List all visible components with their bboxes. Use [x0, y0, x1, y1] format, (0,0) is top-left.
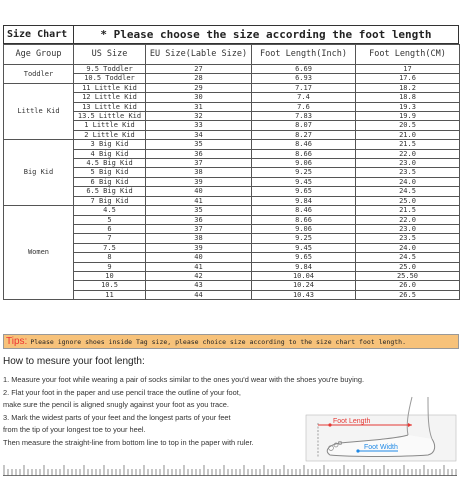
eu-size-cell: 38 [146, 234, 252, 243]
eu-size-cell: 30 [146, 93, 252, 102]
us-size-cell: 9.5 Toddler [74, 65, 146, 74]
us-size-cell: 10.5 [74, 281, 146, 290]
us-size-cell: 10.5 Toddler [74, 74, 146, 83]
us-size-cell: 10 [74, 271, 146, 280]
us-size-cell: 9 [74, 262, 146, 271]
eu-size-cell: 41 [146, 196, 252, 205]
foot-length-inch-cell: 6.93 [252, 74, 356, 83]
eu-size-cell: 33 [146, 121, 252, 130]
instruction-line: from the tip of your longest toe to your heel. [3, 425, 146, 434]
foot-length-inch-cell: 8.66 [252, 149, 356, 158]
instruction-line: 3. Mark the widest parts of your feet and the longest parts of your feet [3, 412, 231, 422]
us-size-cell: 7 [74, 234, 146, 243]
foot-width-label: Foot Width [364, 444, 398, 451]
foot-length-cm-cell: 26.0 [356, 281, 460, 290]
us-size-cell: 1 Little Kid [74, 121, 146, 130]
eu-size-cell: 34 [146, 130, 252, 139]
foot-length-inch-cell: 9.25 [252, 168, 356, 177]
us-size-cell: 6.5 Big Kid [74, 187, 146, 196]
foot-length-inch-cell: 9.84 [252, 196, 356, 205]
us-size-cell: 11 Little Kid [74, 83, 146, 92]
table-row [4, 65, 460, 74]
marker-dot [328, 423, 331, 426]
tips-label: Tips: [6, 336, 28, 347]
foot-length-cm-cell: 21.5 [356, 206, 460, 215]
us-size-cell: 13.5 Little Kid [74, 112, 146, 121]
foot-length-cm-cell: 21.0 [356, 130, 460, 139]
us-size-cell: 13 Little Kid [74, 102, 146, 111]
foot-length-cm-cell: 19.3 [356, 102, 460, 111]
foot-length-inch-cell: 9.06 [252, 159, 356, 168]
eu-size-cell: 39 [146, 177, 252, 186]
ruler-ticks [4, 465, 456, 476]
us-size-cell: 7 Big Kid [74, 196, 146, 205]
us-size-cell: 4.5 [74, 206, 146, 215]
us-size-cell: 11 [74, 290, 146, 299]
us-size-cell: 3 Big Kid [74, 140, 146, 149]
eu-size-cell: 35 [146, 206, 252, 215]
eu-size-cell: 27 [146, 65, 252, 74]
foot-length-cm-cell: 22.0 [356, 149, 460, 158]
column-header: US Size [74, 45, 146, 65]
eu-size-cell: 40 [146, 187, 252, 196]
eu-size-cell: 37 [146, 224, 252, 233]
foot-length-cm-cell: 24.5 [356, 187, 460, 196]
foot-length-cm-cell: 23.5 [356, 234, 460, 243]
foot-length-inch-cell: 6.69 [252, 65, 356, 74]
marker-dot [356, 449, 359, 452]
eu-size-cell: 29 [146, 83, 252, 92]
foot-length-cm-cell: 25.0 [356, 196, 460, 205]
foot-length-inch-cell: 7.4 [252, 93, 356, 102]
column-header: Foot Length(CM) [356, 45, 460, 65]
foot-length-inch-cell: 7.17 [252, 83, 356, 92]
foot-length-inch-cell: 8.46 [252, 206, 356, 215]
column-header: Foot Length(Inch) [252, 45, 356, 65]
foot-length-cm-cell: 17.6 [356, 74, 460, 83]
foot-length-inch-cell: 8.46 [252, 140, 356, 149]
instruction-line: 1. Measure your foot while wearing a pair of socks similar to the ones you'd wear with the shoes you're buying. [3, 375, 365, 384]
foot-length-cm-cell: 25.0 [356, 262, 460, 271]
eu-size-cell: 44 [146, 290, 252, 299]
foot-length-cm-cell: 18.8 [356, 93, 460, 102]
table-row [4, 83, 460, 92]
size-notice: * Please choose the size according the foot length [100, 28, 432, 41]
us-size-cell: 5 Big Kid [74, 168, 146, 177]
eu-size-cell: 39 [146, 243, 252, 252]
table-row [4, 140, 460, 149]
us-size-cell: 12 Little Kid [74, 93, 146, 102]
eu-size-cell: 36 [146, 149, 252, 158]
foot-length-cm-cell: 21.5 [356, 140, 460, 149]
instruction-line: make sure the pencil is aligned snugly against your foot as you trace. [3, 400, 229, 409]
size-chart-title: Size Chart [4, 26, 74, 43]
foot-length-cm-cell: 23.0 [356, 159, 460, 168]
eu-size-cell: 28 [146, 74, 252, 83]
foot-length-inch-cell: 10.43 [252, 290, 356, 299]
instruction-line: 2. Flat your foot in the paper and use pencil trace the outline of your foot, [3, 387, 241, 397]
eu-size-cell: 35 [146, 140, 252, 149]
foot-length-inch-cell: 10.24 [252, 281, 356, 290]
foot-length-cm-cell: 19.9 [356, 112, 460, 121]
tips-text: Please ignore shoes inside Tag size, please choice size according to the size chart foot length. [30, 337, 406, 346]
foot-length-inch-cell: 7.83 [252, 112, 356, 121]
foot-length-inch-cell: 9.06 [252, 224, 356, 233]
eu-size-cell: 40 [146, 253, 252, 262]
foot-length-cm-cell: 24.0 [356, 177, 460, 186]
foot-length-inch-cell: 8.27 [252, 130, 356, 139]
foot-length-cm-cell: 18.2 [356, 83, 460, 92]
foot-length-inch-cell: 10.04 [252, 271, 356, 280]
us-size-cell: 5 [74, 215, 146, 224]
column-header: EU Size(Lable Size) [146, 45, 252, 65]
us-size-cell: 2 Little Kid [74, 130, 146, 139]
eu-size-cell: 31 [146, 102, 252, 111]
us-size-cell: 4.5 Big Kid [74, 159, 146, 168]
us-size-cell: 6 Big Kid [74, 177, 146, 186]
foot-length-inch-cell: 8.07 [252, 121, 356, 130]
foot-length-inch-cell: 9.65 [252, 187, 356, 196]
table-header-row [4, 45, 460, 65]
foot-length-label: Foot Length [333, 418, 371, 425]
eu-size-cell: 32 [146, 112, 252, 121]
foot-length-cm-cell: 17 [356, 65, 460, 74]
foot-length-inch-cell: 9.45 [252, 243, 356, 252]
foot-length-inch-cell: 9.84 [252, 262, 356, 271]
foot-length-cm-cell: 24.0 [356, 243, 460, 252]
foot-length-cm-cell: 23.0 [356, 224, 460, 233]
foot-length-cm-cell: 25.50 [356, 271, 460, 280]
age-group-cell: Big Kid [4, 140, 74, 206]
eu-size-cell: 42 [146, 271, 252, 280]
us-size-cell: 8 [74, 253, 146, 262]
foot-length-cm-cell: 24.5 [356, 253, 460, 262]
ruler [3, 464, 457, 476]
age-group-cell: Toddler [4, 65, 74, 84]
foot-length-cm-cell: 26.5 [356, 290, 460, 299]
us-size-cell: 7.5 [74, 243, 146, 252]
eu-size-cell: 43 [146, 281, 252, 290]
foot-measure-diagram [300, 395, 460, 463]
eu-size-cell: 41 [146, 262, 252, 271]
foot-length-cm-cell: 20.5 [356, 121, 460, 130]
foot-length-inch-cell: 8.66 [252, 215, 356, 224]
age-group-cell: Women [4, 206, 74, 300]
eu-size-cell: 38 [146, 168, 252, 177]
size-chart-header [3, 25, 459, 44]
foot-length-inch-cell: 9.65 [252, 253, 356, 262]
foot-length-cm-cell: 23.5 [356, 168, 460, 177]
instruction-line: Then measure the straight-line from bottom line to top in the paper with ruler. [3, 437, 254, 447]
table-row [4, 206, 460, 215]
age-group-cell: Little Kid [4, 83, 74, 139]
us-size-cell: 6 [74, 224, 146, 233]
size-table [3, 44, 460, 300]
foot-length-inch-cell: 9.25 [252, 234, 356, 243]
tips-bar [3, 334, 459, 349]
foot-length-cm-cell: 22.0 [356, 215, 460, 224]
eu-size-cell: 36 [146, 215, 252, 224]
foot-length-inch-cell: 9.45 [252, 177, 356, 186]
column-header: Age Group [4, 45, 74, 65]
us-size-cell: 4 Big Kid [74, 149, 146, 158]
how-to-heading: How to mesure your foot length: [3, 356, 145, 367]
foot-length-inch-cell: 7.6 [252, 102, 356, 111]
eu-size-cell: 37 [146, 159, 252, 168]
